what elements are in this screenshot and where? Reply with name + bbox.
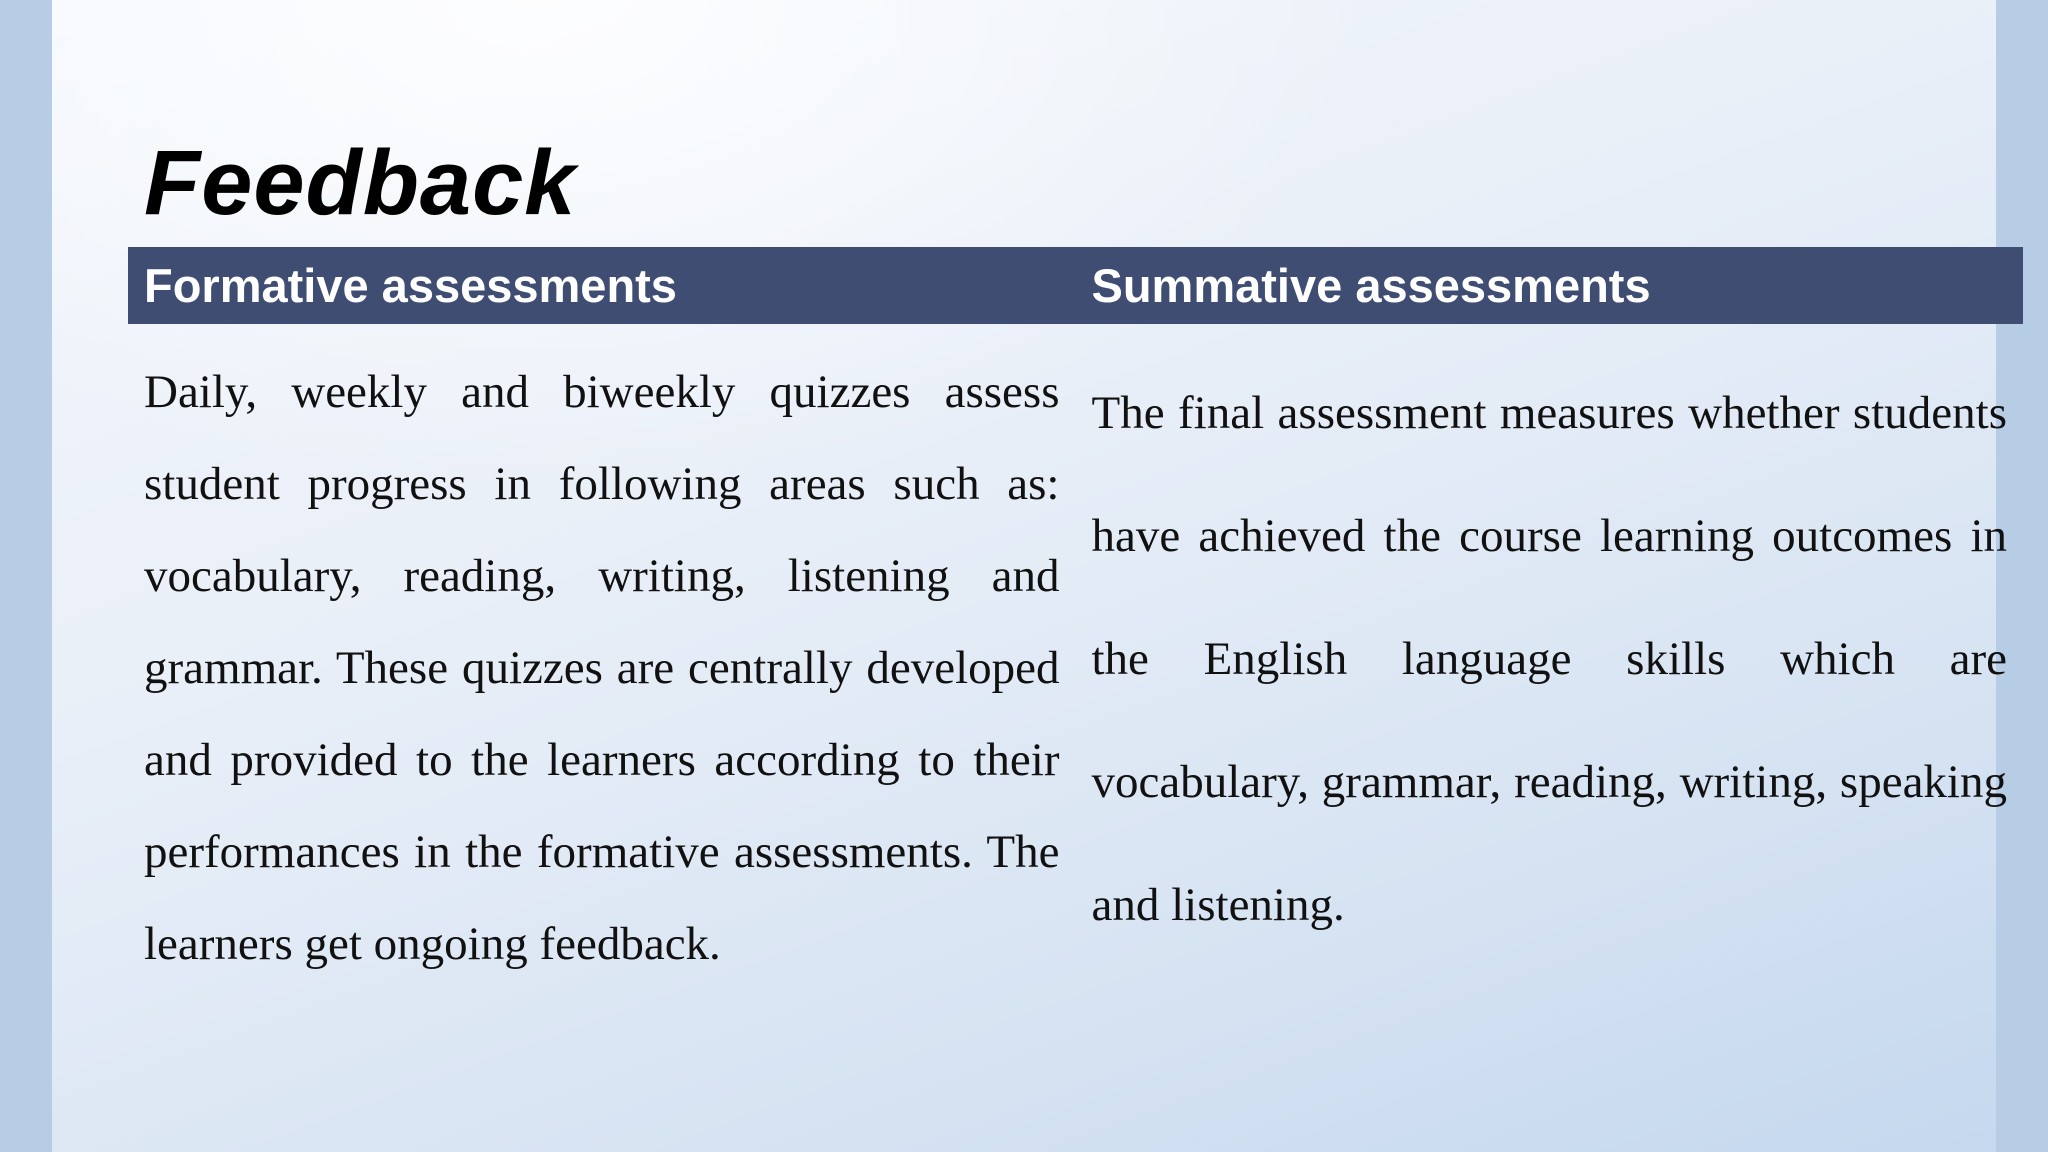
formative-description: Daily, weekly and biweekly quizzes assess student progress in following areas such as: vocabulary, reading, writing, listening and grammar. These quizzes are centrally developed and provided to the learners according to their performances in the formative assessments. The learners get ongoing feedback.	[144, 366, 1060, 970]
header-summative: Summative assessments	[1076, 247, 2024, 324]
table-header-row	[128, 247, 2023, 324]
summative-description: The final assessment measures whether students have achieved the course learning outcomes in the English language skills which are vocabulary, grammar, reading, writing, speaking and listening.	[1091, 387, 2007, 931]
slide-title: Feedback	[144, 132, 577, 234]
header-formative: Formative assessments	[128, 247, 1076, 324]
slide	[52, 0, 2007, 1152]
assessment-comparison-table	[128, 247, 2023, 990]
table-body-row	[128, 324, 2023, 990]
